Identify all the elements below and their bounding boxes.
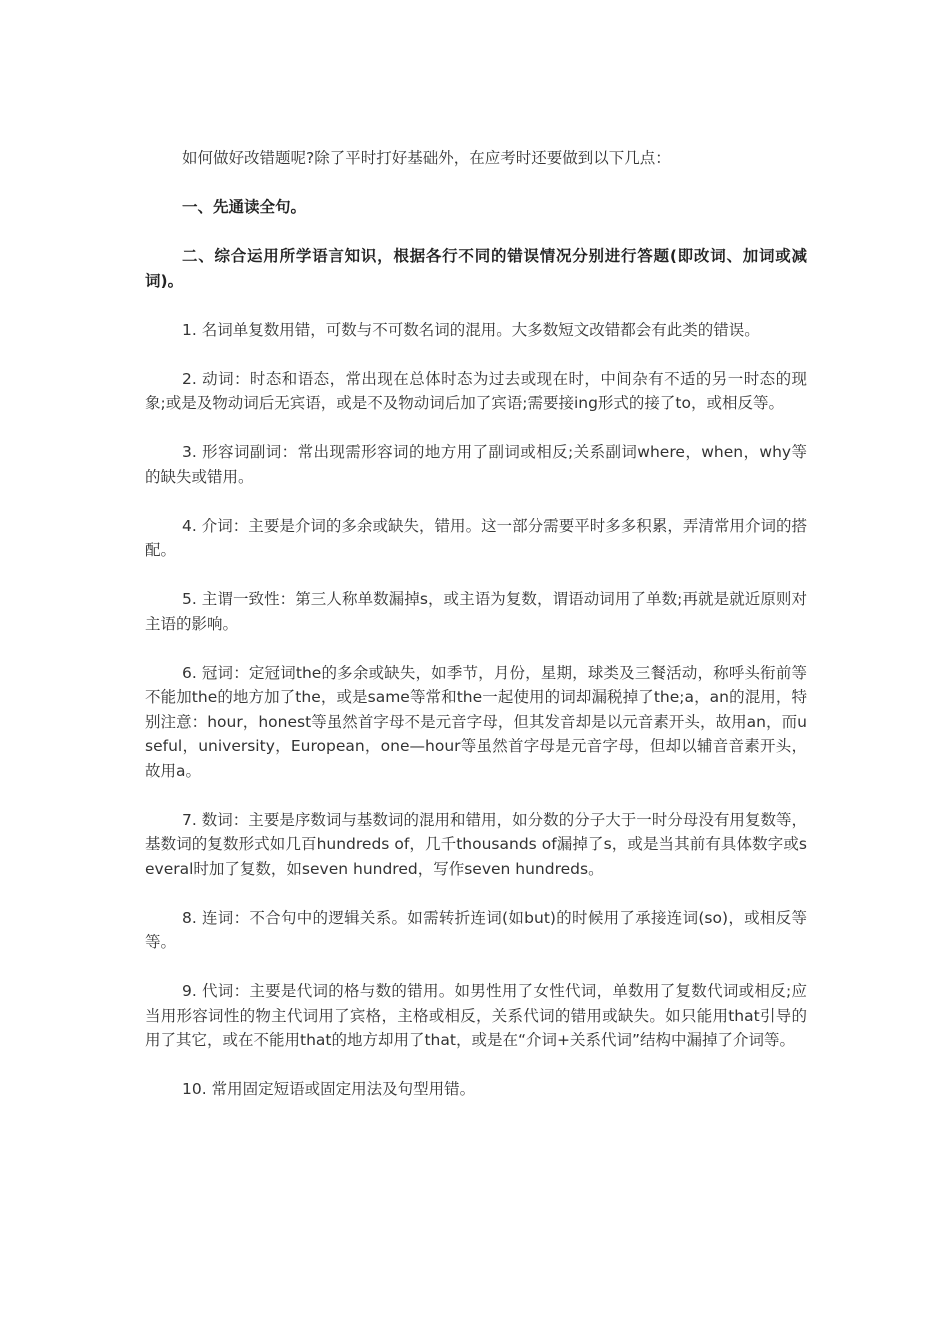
item-pronouns: 9. 代词：主要是代词的格与数的错用。如男性用了女性代词，单数用了复数代词或相反;应当用形容词性的物主代词用了宾格，主格或相反，关系代词的错用或缺失。如只能用that引导的用了其它，或在不能用that的地方却用了that，或是在“介词+关系代词”结构中漏掉了介词等。 — [145, 982, 807, 1049]
item-articles: 6. 冠词：定冠词the的多余或缺失，如季节，月份，星期，球类及三餐活动，称呼头衔前等不能加the的地方加了the，或是same等常和the一起使用的词却漏税掉了the;a，an的混用，特别注意：hour，honest等虽然首字母不是元音字母，但其发音却是以元音素开头，故用an，而useful，university，European，one—hour等虽然首字母是元音字母，但却以辅音音素开头，故用a。 — [145, 663, 807, 780]
item-adjectives-adverbs: 3. 形容词副词：常出现需形容词的地方用了副词或相反;关系副词where，when，why等的缺失或错用。 — [145, 443, 807, 486]
item-verbs: 2. 动词：时态和语态，常出现在总体时态为过去或现在时，中间杂有不适的另一时态的现象;或是及物动词后无宾语，或是不及物动词后加了宾语;需要接ing形式的接了to，或相反等。 — [145, 369, 807, 412]
step-2-heading: 二、综合运用所学语言知识，根据各行不同的错误情况分别进行答题(即改词、加词或减词)。 — [145, 247, 807, 290]
document-body — [145, 146, 807, 1126]
item-subject-verb-agreement: 5. 主谓一致性：第三人称单数漏掉s，或主语为复数，谓语动词用了单数;再就是就近原则对主语的影响。 — [145, 590, 807, 633]
item-numerals: 7. 数词：主要是序数词与基数词的混用和错用，如分数的分子大于一时分母没有用复数等，基数词的复数形式如几百hundreds of，几千thousands of漏掉了s，或是当其前有具体数字或several时加了复数，如seven hundred，写作seven hundreds。 — [145, 810, 807, 878]
item-nouns: 1. 名词单复数用错，可数与不可数名词的混用。大多数短文改错都会有此类的错误。 — [182, 320, 760, 339]
item-prepositions: 4. 介词：主要是介词的多余或缺失，错用。这一部分需要平时多多积累，弄清常用介词的搭配。 — [145, 516, 807, 559]
item-fixed-phrases: 10. 常用固定短语或固定用法及句型用错。 — [182, 1080, 476, 1098]
step-1-heading: 一、先通读全句。 — [182, 198, 307, 216]
intro-paragraph: 如何做好改错题呢?除了平时打好基础外，在应考时还要做到以下几点： — [182, 149, 671, 167]
item-conjunctions: 8. 连词：不合句中的逻辑关系。如需转折连词(如but)的时候用了承接连词(so)，或相反等等。 — [145, 908, 807, 951]
